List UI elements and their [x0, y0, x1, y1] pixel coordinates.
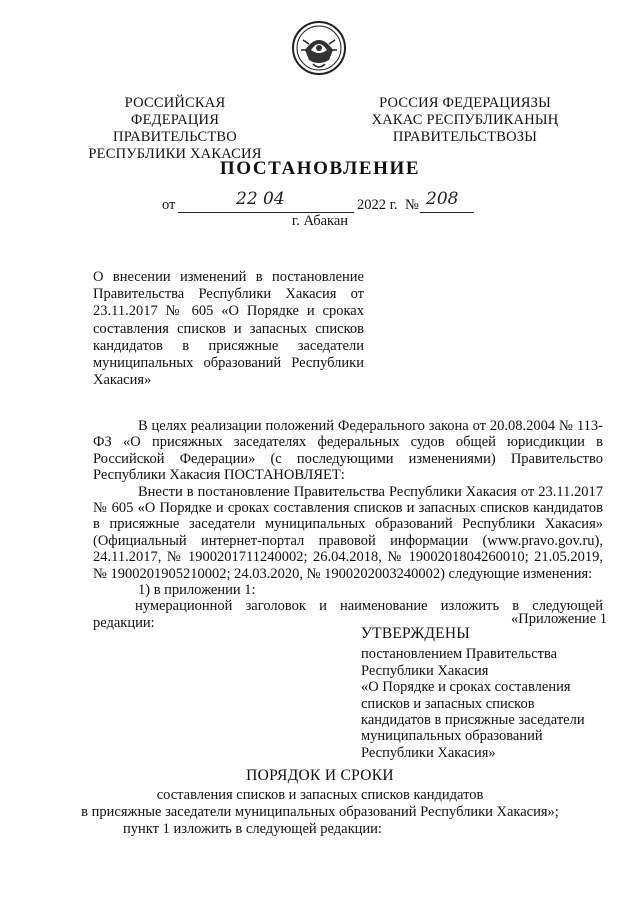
- number-handwritten: 208: [426, 189, 459, 209]
- body-text: [93, 418, 603, 631]
- header-right: [360, 95, 570, 146]
- body-paragraph: нумерационной заголовок и наименование изложить в следующей редакции:: [93, 598, 603, 631]
- number-sign: №: [405, 197, 419, 213]
- header-right-line: ПРАВИТЕЛЬСТВОЗЫ: [392, 129, 538, 145]
- approved-heading: УТВЕРЖДЕНЫ: [361, 625, 470, 642]
- approved-line: Республики Хакасия: [361, 662, 489, 679]
- header-left-line: РЕСПУБЛИКИ ХАКАСИЯ: [88, 146, 262, 162]
- header-right-line: РОССИЯ ФЕДЕРАЦИЯЗЫ: [379, 95, 551, 111]
- document-subject: О внесении изменений в постановление Правительства Республики Хакасия от 23.11.2017 № 605 «О Порядке и сроках составления списков и запасных списков кандидатов в присяжные заседатели муниципальных образований Республики Хакасия»: [93, 269, 364, 389]
- order-heading: ПОРЯДОК И СРОКИ: [246, 767, 394, 784]
- date-from-label: от: [162, 197, 176, 213]
- body-paragraph: Внести в постановление Правительства Республики Хакасия от 23.11.2017 № 605 «О Порядке и сроках составления списков и запасных списков кандидатов в присяжные заседатели муниципальных образований Республики Хакасия» (Официальный интернет-портал правовой информации (www.pravo.gov.ru), 24.11.2017, № 1900201711240002; 26.04.2018, № 1900201804260010; 21.05.2019, № 1900201905210002; 24.03.2020, № 1900202003240002) следующие изменения:: [93, 483, 603, 582]
- approved-line: Республики Хакасия»: [361, 744, 496, 761]
- approved-block: [361, 626, 601, 761]
- document-title: ПОСТАНОВЛЕНИЕ: [219, 158, 421, 179]
- city-label: г. Абакан: [291, 213, 349, 229]
- approved-line: «О Порядке и сроках составления: [361, 679, 571, 696]
- header-left: [80, 95, 270, 163]
- approved-line: постановлением Правительства: [361, 646, 558, 663]
- date-handwritten: 22 04: [236, 189, 285, 209]
- year-text: 2022 г.: [357, 197, 398, 213]
- header-left-line: ПРАВИТЕЛЬСТВО: [113, 129, 237, 145]
- approved-line: кандидатов в присяжные заседатели: [361, 712, 585, 729]
- body-paragraph: В целях реализации положений Федерального закона от 20.08.2004 № 113-ФЗ «О присяжных заседателях федеральных судов общей юрисдикции в Российской Федерации» (с последующими изменениями) Правительство Республики Хакасия ПОСТАНОВЛЯЕТ:: [93, 418, 603, 484]
- appendix-label: «Приложение 1: [511, 611, 607, 627]
- coat-of-arms-seal: [291, 20, 347, 76]
- order-line: в присяжные заседатели муниципальных образований Республики Хакасия»;: [81, 804, 559, 820]
- approved-line: муниципальных образований: [361, 728, 543, 745]
- point-line: пункт 1 изложить в следующей редакции:: [123, 821, 382, 837]
- order-line: составления списков и запасных списков кандидатов: [156, 787, 484, 803]
- header-right-line: ХАКАС РЕСПУБЛИКАНЫҢ: [371, 112, 559, 128]
- approved-line: списков и запасных списков: [361, 695, 535, 712]
- header-left-line: РОССИЙСКАЯ ФЕДЕРАЦИЯ: [124, 95, 226, 128]
- body-paragraph: 1) в приложении 1:: [138, 582, 256, 599]
